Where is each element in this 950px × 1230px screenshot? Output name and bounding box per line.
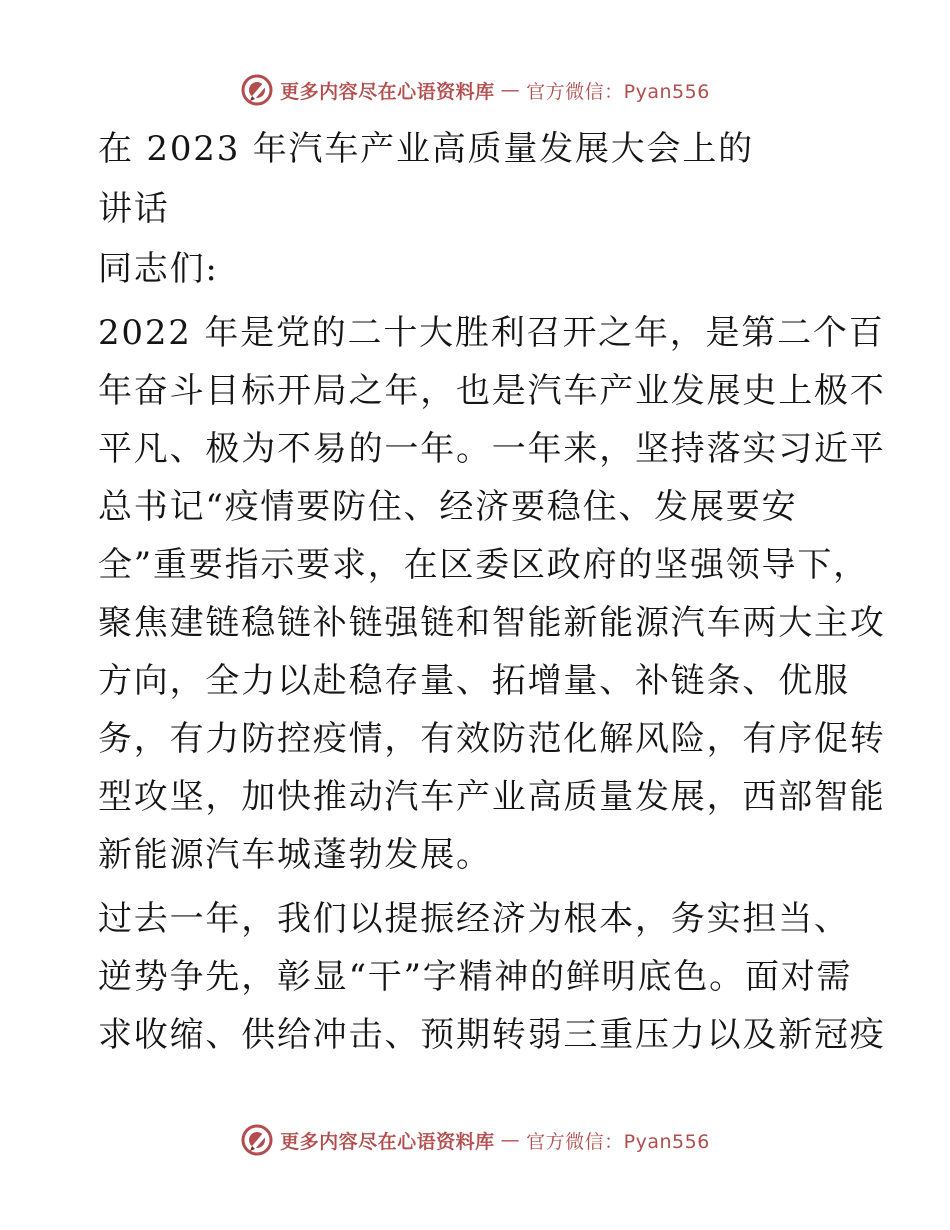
title-line-1: 在 2023 年汽车产业高质量发展大会上的 [98,129,754,169]
paragraph-line: 型攻坚，加快推动汽车产业高质量发展，西部智能 [98,777,886,817]
pen-logo-icon [240,1123,274,1157]
paragraph-line: 聚焦建链稳链补链强链和智能新能源汽车两大主攻 [98,603,886,643]
pen-logo-icon [240,73,274,107]
paragraph-line: 总书记“疫情要防住、经济要稳住、发展要安 [98,487,798,527]
paragraph-line: 务，有力防控疫情，有效防范化解风险，有序促转 [98,719,886,759]
paragraph-line: 逆势争先，彰显“干”字精神的鲜明底色。面对需 [98,957,853,997]
watermark-text: 更多内容尽在心语资料库 [280,80,495,103]
watermark-footer [0,1122,950,1158]
paragraph-line: 新能源汽车城蓬勃发展。 [98,835,492,875]
watermark-dash: — [500,79,521,101]
paragraph-line: 平凡、极为不易的一年。一年来，坚持落实习近平 [98,429,886,469]
paragraph-2 [98,890,886,1064]
paragraph-line: 年奋斗目标开局之年，也是汽车产业发展史上极不 [98,371,886,411]
watermark-header [0,72,950,108]
watermark-suffix: 官方微信：Pyan556 [526,80,710,103]
paragraph-line: 求收缩、供给冲击、预期转弱三重压力以及新冠疫 [98,1015,886,1055]
paragraph-line: 过去一年，我们以提振经济为根本，务实担当、 [98,899,850,939]
paragraph-line: 方向，全力以赴稳存量、拓增量、补链条、优服 [98,661,850,701]
title-line-2: 讲话 [98,189,170,229]
watermark-dash: — [500,1129,521,1151]
paragraph-line: 2022 年是党的二十大胜利召开之年，是第二个百 [98,313,885,353]
salutation: 同志们: [98,249,219,289]
watermark-suffix: 官方微信：Pyan556 [526,1130,710,1153]
document-body [98,120,886,1064]
paragraph-1 [98,304,886,884]
paragraph-line: 全”重要指示要求，在区委区政府的坚强领导下， [98,545,869,585]
watermark-text: 更多内容尽在心语资料库 [280,1130,495,1153]
